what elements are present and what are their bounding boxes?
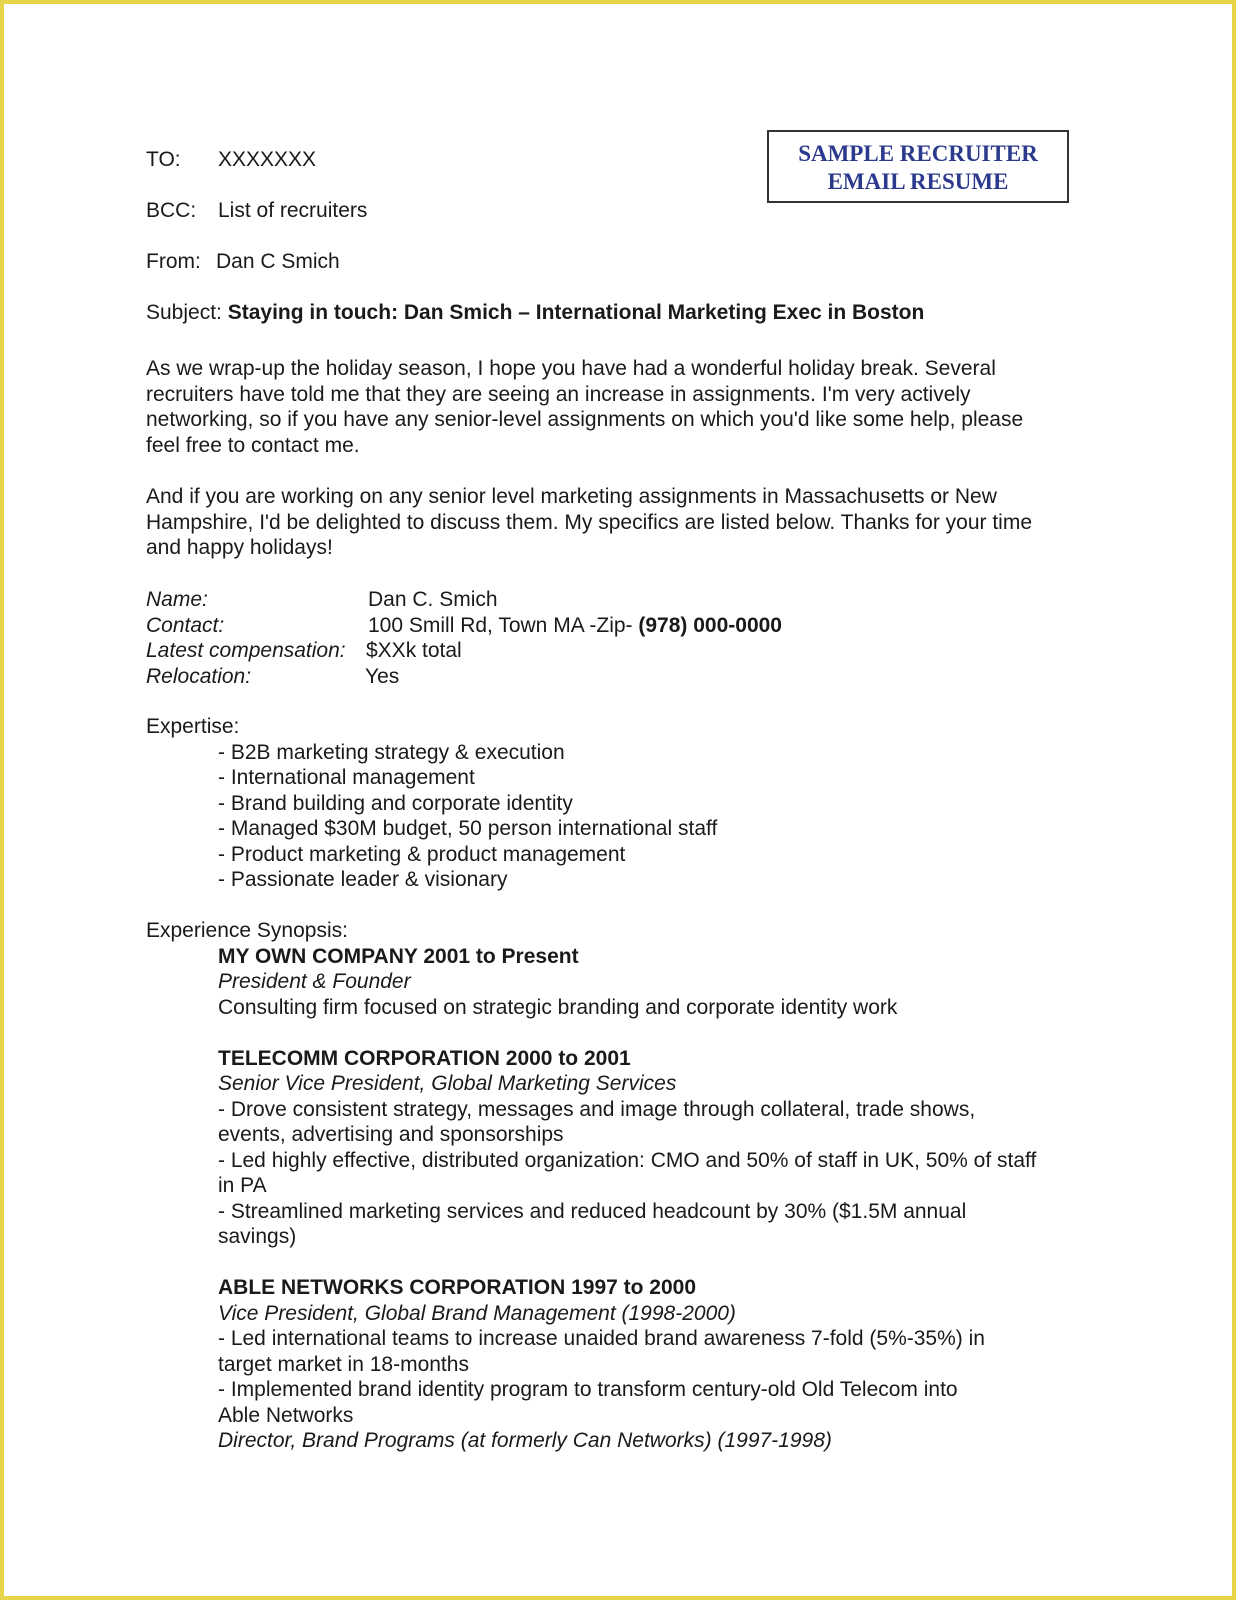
job-line: - Implemented brand identity program to transform century-old Old Telecom into — [218, 1378, 958, 1401]
spec-reloc-row — [146, 664, 1106, 690]
job-line: in PA — [218, 1174, 267, 1197]
intro-paragraph — [146, 356, 1106, 458]
intro-line: feel free to contact me. — [146, 433, 360, 457]
spec-comp-row — [146, 638, 1106, 664]
contact-value — [368, 613, 782, 639]
spacer — [146, 1020, 1106, 1046]
job-company: MY OWN COMPANY 2001 to Present — [218, 944, 579, 968]
job-title: Senior Vice President, Global Marketing Services — [218, 1072, 677, 1095]
reloc-label: Relocation: — [146, 664, 252, 688]
name-label: Name: — [146, 588, 208, 611]
name-value: Dan C. Smich — [368, 588, 498, 611]
job-title: Vice President, Global Brand Management (1998-2000) — [218, 1301, 736, 1325]
specifics-section — [146, 587, 1106, 689]
to-label: TO: — [146, 148, 181, 171]
job-line: - Led highly effective, distributed organization: CMO and 50% of staff in UK, 50% of staff — [218, 1148, 1037, 1172]
job-title: Director, Brand Programs (at formerly Can Networks) (1997-1998) — [218, 1429, 832, 1452]
reloc-value: Yes — [365, 664, 400, 688]
job-line: Consulting firm focused on strategic branding and corporate identity work — [218, 995, 898, 1019]
job-line: events, advertising and sponsorships — [218, 1123, 564, 1146]
expertise-item: - B2B marketing strategy & execution — [218, 740, 565, 764]
to-line — [146, 147, 316, 173]
bcc-value: List of recruiters — [218, 199, 368, 222]
job-line: - Drove consistent strategy, messages and image through collateral, trade shows, — [218, 1097, 976, 1121]
second-paragraph — [146, 484, 1106, 561]
badge-line-2: EMAIL RESUME — [827, 169, 1009, 194]
job-line: savings) — [218, 1225, 297, 1248]
spec-name-row — [146, 587, 1106, 613]
contact-label: Contact: — [146, 613, 225, 637]
from-value: Dan C Smich — [216, 250, 340, 273]
expertise-heading: Expertise: — [146, 715, 240, 738]
intro-line: As we wrap-up the holiday season, I hope you have had a wonderful holiday break. Several — [146, 357, 996, 380]
experience-section — [146, 918, 1106, 1454]
intro-line: recruiters have told me that they are seeing an increase in assignments. I'm very actively — [146, 382, 971, 406]
bcc-line — [146, 198, 367, 224]
intro-line: networking, so if you have any senior-level assignments on which you'd like some help, please — [146, 408, 1024, 431]
expertise-item: - Brand building and corporate identity — [218, 791, 573, 815]
experience-heading: Experience Synopsis: — [146, 919, 348, 942]
from-line — [146, 249, 340, 275]
spacer — [146, 1250, 1106, 1276]
expertise-section — [146, 714, 1106, 893]
contact-address: 100 Smill Rd, Town MA -Zip- — [368, 613, 639, 637]
expertise-item: - Managed $30M budget, 50 person international staff — [218, 817, 718, 840]
second-line: Hampshire, I'd be delighted to discuss them. My specifics are listed below. Thanks for your time — [146, 510, 1033, 534]
job-company: TELECOMM CORPORATION 2000 to 2001 — [218, 1046, 631, 1070]
job-line: - Streamlined marketing services and reduced headcount by 30% ($1.5M annual — [218, 1199, 967, 1223]
job-line: target market in 18-months — [218, 1352, 469, 1376]
spec-contact-row — [146, 613, 1106, 639]
sample-badge — [767, 130, 1069, 203]
job-line: - Led international teams to increase unaided brand awareness 7-fold (5%-35%) in — [218, 1327, 985, 1350]
job-line: Able Networks — [218, 1403, 354, 1427]
second-line: And if you are working on any senior level marketing assignments in Massachusetts or New — [146, 485, 997, 508]
expertise-item: - Product marketing & product management — [218, 842, 626, 866]
subject-value: Staying in touch: Dan Smich – International Marketing Exec in Boston — [227, 301, 925, 324]
badge-line-1: SAMPLE RECRUITER — [798, 141, 1038, 166]
bcc-label: BCC: — [146, 199, 197, 222]
subject-label: Subject: — [146, 301, 222, 324]
from-label: From: — [146, 250, 201, 273]
expertise-item: - Passionate leader & visionary — [218, 868, 508, 891]
job-company: ABLE NETWORKS CORPORATION 1997 to 2000 — [218, 1276, 697, 1299]
second-line: and happy holidays! — [146, 536, 333, 559]
contact-phone: (978) 000-0000 — [638, 613, 782, 637]
comp-label: Latest compensation: — [146, 639, 346, 662]
subject-line — [146, 300, 924, 326]
job-title: President & Founder — [218, 970, 411, 993]
expertise-item: - International management — [218, 766, 475, 789]
comp-value: $XXk total — [366, 639, 462, 662]
to-value: XXXXXXX — [218, 148, 317, 171]
